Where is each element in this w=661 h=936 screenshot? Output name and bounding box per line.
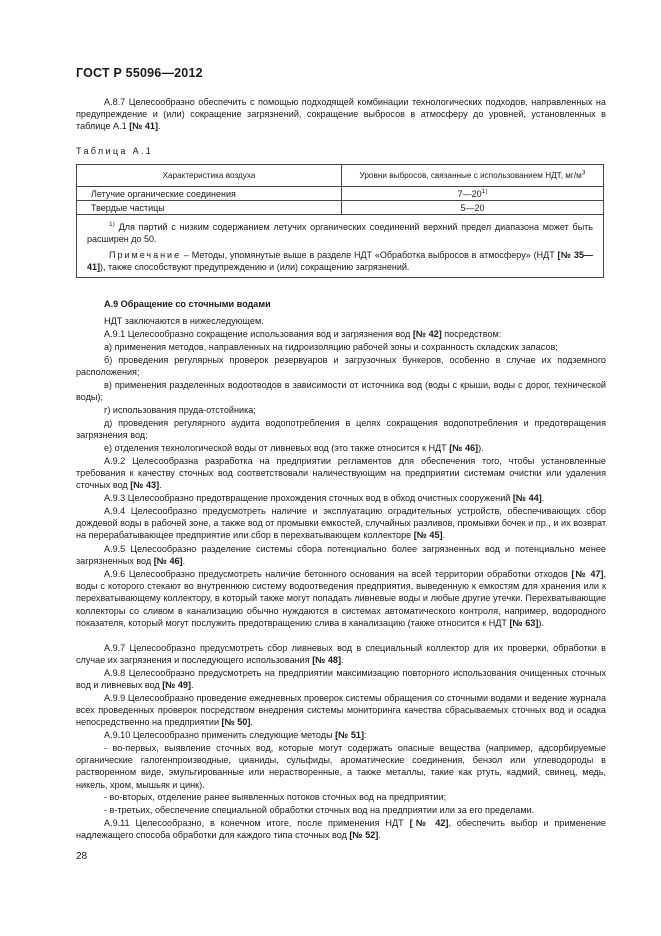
list-item-first: - во-первых, выявление сточных вод, которые могут содержать опасные вещества (например, адсорбируемые органические галогенпроизводные, цианиды, сульфиды, ароматические соединения, бензол или углеводороды в растворенном виде, эмульгированные или нерастворенные, а также металлы, такие как ртуть, кадмий, свинец, медь, никель, хром, мышьяк и цинк).	[76, 743, 606, 790]
table-cell-value: 7—20$^{1)}$	[342, 187, 604, 201]
table-note: Примечание – Методы, упомянутые выше в разделе НДТ «Обработка выбросов в атмосферу» (НДТ [№ 35—41]), также способствуют предупреждению и (или) сокращению загрязнений.	[87, 250, 594, 272]
table-cell-value: 5—20	[342, 201, 604, 215]
list-item-e: е) отделения технологической воды от ливневых вод (это также относится к НДТ [№ 46]).	[104, 443, 484, 453]
table-cell-name: Твердые частицы	[77, 201, 342, 215]
paragraph-a92: А.9.2 Целесообразна разработка на предприятии регламентов для обеспечения того, чтобы установленные требования к качеству сточных вод соответствовали наличествующим на предприятии системам очистки или удаления сточных вод [№ 43].	[76, 456, 606, 491]
table-notes	[77, 215, 604, 278]
section-a9-title: А.9 Обращение со сточными водами	[104, 299, 271, 309]
ref-41: [№ 41]	[129, 121, 159, 132]
paragraph-a911: А.9.11 Целесообразно, в конечном итоге, после применения НДТ [№ 42], обеспечить выбор и применение надлежащего способа обработки для каждого типа сточных вод [№ 52].	[76, 818, 606, 841]
table-row	[77, 201, 604, 215]
paragraph-a87: А.8.7 Целесообразно обеспечить с помощью подходящей комбинации технологических подходов, направленных на предупреждение и (или) сокращение загрязнений, сокращение выбросов в атмосферу до уровней, установленных в таблице А.1 [№ 41].	[76, 97, 606, 132]
paragraph-a93: А.9.3 Целесообразно предотвращение прохождения сточных вод в обход очистных сооружений [№ 44].	[104, 493, 545, 503]
list-item-v: в) применения разделенных водоотводов в зависимости от источника вод (воды с крыши, воды с дорог, технической воды);	[76, 380, 606, 403]
table-header-levels: Уровни выбросов, связанные с использованием НДТ, $мг/м^3$	[342, 165, 604, 187]
emissions-table	[76, 164, 604, 278]
page-number: 28	[76, 851, 88, 862]
list-item-second: - во-вторых, отделение ранее выявленных потоков сточных вод на предприятии;	[104, 792, 447, 802]
paragraph-a96: А.9.6 Целесообразно предусмотреть наличие бетонного основания на всей территории обработки отходов [№ 47], воды с которого стекают во внутреннюю систему водоотведения предприятия, выведенную к емкостям для хранения или к перехватывающему коллектору, в который также могут попадать ливневые воды и любые другие утечки. Перехватывающие коллекторы со сливом в канализацию обычно нуждаются в системах автоматического контроля, например, водородного показателя, который могут послужить предотвращению слива в канализацию (также относится к НДТ [№ 63]).	[76, 569, 606, 628]
table-footnote: $^{1)}$ Для партий с низким содержанием летучих органических соединений верхний предел диапазона может быть расширен до 50.	[87, 221, 593, 244]
list-item-g: г) использования пруда-отстойника;	[104, 405, 256, 415]
paragraph-a98: А.9.8 Целесообразно предусмотреть на предприятии максимизацию повторного использования очищенных сточных вод и ливневых вод [№ 49].	[76, 668, 606, 691]
standard-header: ГОСТ Р 55096—2012	[76, 66, 203, 80]
paragraph-a94: А.9.4 Целесообразно предусмотреть наличие и эксплуатацию оградительных устройств, обеспечивающих сбор дождевой воды в рабочей зоне, а также вод от промывки емкостей, случайных разливов, промывки бочек и пр., и их возврат на перерабатывающее предприятие или сбор в перехватывающем коллекторе [№ 45].	[76, 506, 606, 541]
paragraph-a910: А.9.10 Целесообразно применить следующие методы [№ 51]:	[104, 730, 367, 740]
list-item-b: б) проведения регулярных проверок резервуаров и загрузочных бункеров, особенно в случае их подземного расположения;	[76, 355, 606, 378]
table-caption: Таблица А.1	[76, 146, 154, 156]
list-item-third: - в-третьих, обеспечение специальной обработки сточных вод на предприятии или за его пределами.	[104, 805, 535, 815]
list-item-a: а) применения методов, направленных на гидроизоляцию рабочей зоны и сохранность складских запасов;	[104, 342, 558, 352]
paragraph-a91: А.9.1 Целесообразно сокращение использования вод и загрязнения вод [№ 42] посредством:	[104, 329, 502, 339]
section-a9-intro: НДТ заключаются в нижеследующем.	[104, 316, 264, 326]
paragraph-a97: А.9.7 Целесообразно предусмотреть сбор ливневых вод в специальный коллектор для их проверки, обработки в случае их загрязнения и последующего использования [№ 48].	[76, 643, 606, 666]
table-header-air: Характеристика воздуха	[77, 165, 342, 187]
paragraph-a95: А.9.5 Целесообразно разделение системы сбора потенциально более загрязненных вод и потенциально менее загрязненных вод [№ 46].	[76, 544, 606, 567]
paragraph-a99: А.9.9 Целесообразно проведение ежедневных проверок системы обращения со сточными водами и ведение журнала всех проведенных проверок посредством внедрения системы мониторинга качества сбрасываемых сточных вод и осадка непосредственно на предприятии [№ 50].	[76, 693, 606, 728]
table-row	[77, 187, 604, 201]
table-cell-name: Летучие органические соединения	[77, 187, 342, 201]
list-item-d: д) проведения регулярного аудита водопотребления в целях сокращения водопотребления и предотвращения загрязнения вод;	[76, 418, 606, 441]
